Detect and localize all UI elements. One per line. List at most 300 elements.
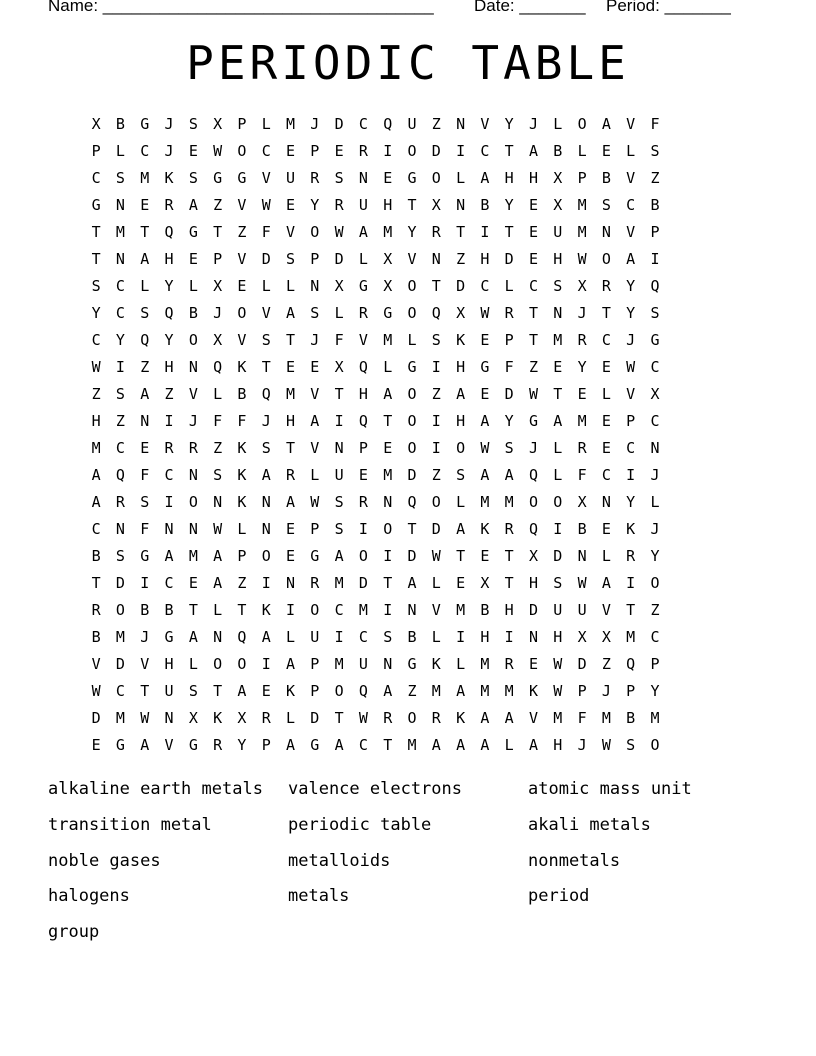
grid-letter: I xyxy=(164,412,174,430)
grid-letter: O xyxy=(383,520,393,538)
grid-row xyxy=(84,114,667,141)
grid-letter: A xyxy=(213,574,223,592)
grid-letter: O xyxy=(261,547,271,565)
grid-letter: I xyxy=(358,520,368,538)
grid-letter: Q xyxy=(164,304,174,322)
grid-letter: B xyxy=(626,709,636,727)
word-list xyxy=(48,779,768,958)
grid-letter: M xyxy=(383,466,393,484)
grid-letter: M xyxy=(407,736,417,754)
grid-letter: U xyxy=(310,628,320,646)
grid-letter: X xyxy=(553,196,563,214)
grid-letter: N xyxy=(115,250,125,268)
grid-letter: A xyxy=(456,682,466,700)
grid-letter: C xyxy=(164,466,174,484)
grid-letter: R xyxy=(164,196,174,214)
student-info-header xyxy=(48,0,748,20)
grid-letter: M xyxy=(480,655,490,673)
grid-letter: A xyxy=(601,115,611,133)
grid-letter: A xyxy=(188,628,198,646)
grid-letter: U xyxy=(334,466,344,484)
grid-letter: A xyxy=(91,493,101,511)
grid-letter: T xyxy=(504,223,514,241)
grid-letter: Y xyxy=(91,304,101,322)
grid-letter: D xyxy=(553,547,563,565)
grid-letter: O xyxy=(213,655,223,673)
grid-letter: N xyxy=(456,115,466,133)
grid-letter: R xyxy=(504,520,514,538)
grid-row xyxy=(84,249,667,276)
grid-letter: Q xyxy=(626,655,636,673)
grid-row xyxy=(84,735,667,762)
grid-letter: C xyxy=(650,628,660,646)
grid-letter: L xyxy=(504,277,514,295)
grid-letter: C xyxy=(334,601,344,619)
word-list-item: period xyxy=(528,886,590,907)
grid-letter: N xyxy=(213,493,223,511)
grid-letter: N xyxy=(601,493,611,511)
grid-letter: B xyxy=(480,601,490,619)
grid-letter: T xyxy=(188,601,198,619)
grid-letter: I xyxy=(261,574,271,592)
grid-letter: B xyxy=(407,628,417,646)
grid-row xyxy=(84,384,667,411)
grid-row xyxy=(84,465,667,492)
grid-letter: V xyxy=(237,331,247,349)
grid-letter: S xyxy=(188,169,198,187)
grid-letter: T xyxy=(407,520,417,538)
grid-letter: A xyxy=(261,466,271,484)
grid-letter: T xyxy=(626,601,636,619)
grid-letter: T xyxy=(91,223,101,241)
grid-letter: S xyxy=(650,142,660,160)
grid-letter: A xyxy=(358,223,368,241)
grid-letter: W xyxy=(91,358,101,376)
grid-letter: S xyxy=(188,682,198,700)
grid-letter: L xyxy=(456,493,466,511)
grid-letter: D xyxy=(310,709,320,727)
grid-letter: H xyxy=(504,601,514,619)
grid-letter: S xyxy=(504,439,514,457)
grid-letter: N xyxy=(164,709,174,727)
grid-letter: W xyxy=(577,574,587,592)
grid-letter: Y xyxy=(504,115,514,133)
word-list-item: akali metals xyxy=(528,814,651,835)
grid-letter: N xyxy=(115,520,125,538)
grid-letter: D xyxy=(504,385,514,403)
grid-letter: K xyxy=(237,439,247,457)
grid-letter: I xyxy=(115,358,125,376)
grid-letter: T xyxy=(456,547,466,565)
grid-letter: O xyxy=(358,547,368,565)
grid-letter: A xyxy=(213,547,223,565)
grid-letter: M xyxy=(650,709,660,727)
grid-letter: V xyxy=(626,169,636,187)
grid-letter: C xyxy=(261,142,271,160)
grid-letter: A xyxy=(140,250,150,268)
grid-row xyxy=(84,546,667,573)
grid-letter: X xyxy=(334,277,344,295)
grid-letter: T xyxy=(528,304,538,322)
word-search-grid xyxy=(84,114,667,762)
page-title: PERIODIC TABLE xyxy=(186,36,630,90)
grid-letter: E xyxy=(553,358,563,376)
grid-letter: C xyxy=(480,277,490,295)
grid-letter: I xyxy=(383,547,393,565)
grid-row xyxy=(84,627,667,654)
grid-letter: O xyxy=(407,304,417,322)
grid-letter: X xyxy=(334,358,344,376)
grid-letter: E xyxy=(528,250,538,268)
grid-letter: O xyxy=(237,142,247,160)
grid-letter: P xyxy=(626,412,636,430)
grid-letter: T xyxy=(286,331,296,349)
grid-letter: X xyxy=(480,574,490,592)
grid-letter: Y xyxy=(650,682,660,700)
grid-letter: C xyxy=(528,277,538,295)
grid-letter: T xyxy=(456,223,466,241)
grid-letter: A xyxy=(140,736,150,754)
grid-letter: C xyxy=(358,736,368,754)
grid-letter: V xyxy=(528,709,538,727)
grid-letter: L xyxy=(601,385,611,403)
grid-letter: M xyxy=(188,547,198,565)
grid-letter: Q xyxy=(358,358,368,376)
grid-letter: H xyxy=(358,385,368,403)
grid-letter: R xyxy=(334,196,344,214)
grid-letter: S xyxy=(286,250,296,268)
grid-letter: L xyxy=(261,115,271,133)
grid-letter: Q xyxy=(528,520,538,538)
grid-letter: E xyxy=(286,358,296,376)
grid-letter: E xyxy=(140,196,150,214)
grid-letter: B xyxy=(650,196,660,214)
grid-letter: I xyxy=(334,412,344,430)
grid-letter: Y xyxy=(115,331,125,349)
grid-letter: W xyxy=(91,682,101,700)
grid-letter: U xyxy=(407,115,417,133)
grid-letter: J xyxy=(310,115,320,133)
grid-letter: E xyxy=(140,439,150,457)
grid-letter: G xyxy=(480,358,490,376)
grid-letter: B xyxy=(91,547,101,565)
grid-letter: O xyxy=(237,304,247,322)
grid-letter: G xyxy=(115,736,125,754)
word-list-item: atomic mass unit xyxy=(528,779,692,799)
grid-letter: B xyxy=(601,169,611,187)
grid-letter: E xyxy=(188,142,198,160)
grid-letter: X xyxy=(528,547,538,565)
grid-letter: C xyxy=(358,628,368,646)
grid-letter: K xyxy=(237,493,247,511)
grid-letter: I xyxy=(456,628,466,646)
grid-letter: N xyxy=(383,655,393,673)
grid-letter: D xyxy=(431,520,441,538)
grid-letter: E xyxy=(91,736,101,754)
grid-row xyxy=(84,168,667,195)
grid-letter: G xyxy=(237,169,247,187)
grid-letter: G xyxy=(310,547,320,565)
grid-letter: U xyxy=(358,655,368,673)
grid-letter: B xyxy=(237,385,247,403)
grid-letter: R xyxy=(358,304,368,322)
grid-letter: Z xyxy=(431,115,441,133)
grid-letter: S xyxy=(115,385,125,403)
grid-letter: S xyxy=(188,115,198,133)
grid-letter: T xyxy=(334,385,344,403)
grid-letter: E xyxy=(601,520,611,538)
grid-letter: L xyxy=(407,331,417,349)
grid-letter: X xyxy=(553,169,563,187)
grid-letter: V xyxy=(431,601,441,619)
grid-letter: E xyxy=(577,385,587,403)
grid-letter: L xyxy=(553,115,563,133)
grid-letter: C xyxy=(601,331,611,349)
grid-letter: M xyxy=(334,655,344,673)
grid-row xyxy=(84,222,667,249)
grid-letter: W xyxy=(528,385,538,403)
grid-letter: R xyxy=(261,709,271,727)
grid-letter: Q xyxy=(140,331,150,349)
grid-letter: D xyxy=(504,250,514,268)
grid-letter: K xyxy=(431,655,441,673)
grid-letter: I xyxy=(383,142,393,160)
grid-letter: I xyxy=(626,466,636,484)
grid-letter: M xyxy=(115,628,125,646)
grid-letter: Y xyxy=(577,358,587,376)
grid-letter: M xyxy=(456,601,466,619)
grid-letter: Z xyxy=(140,358,150,376)
grid-letter: A xyxy=(528,142,538,160)
grid-letter: R xyxy=(164,439,174,457)
grid-letter: T xyxy=(383,412,393,430)
grid-letter: N xyxy=(286,574,296,592)
grid-letter: W xyxy=(261,196,271,214)
grid-letter: L xyxy=(456,169,466,187)
grid-letter: L xyxy=(213,385,223,403)
grid-letter: T xyxy=(601,304,611,322)
grid-letter: K xyxy=(286,682,296,700)
grid-letter: W xyxy=(213,520,223,538)
grid-letter: P xyxy=(626,682,636,700)
grid-letter: P xyxy=(358,439,368,457)
grid-letter: P xyxy=(650,655,660,673)
grid-letter: G xyxy=(188,736,198,754)
grid-letter: V xyxy=(140,655,150,673)
grid-row xyxy=(84,330,667,357)
grid-letter: G xyxy=(407,169,417,187)
grid-letter: X xyxy=(577,493,587,511)
grid-letter: C xyxy=(91,331,101,349)
grid-letter: L xyxy=(261,277,271,295)
grid-letter: P xyxy=(310,655,320,673)
grid-letter: J xyxy=(528,115,538,133)
grid-letter: O xyxy=(334,682,344,700)
grid-letter: O xyxy=(407,709,417,727)
grid-letter: I xyxy=(140,574,150,592)
grid-letter: H xyxy=(553,628,563,646)
word-list-item: valence electrons xyxy=(288,779,462,799)
grid-letter: N xyxy=(188,466,198,484)
grid-letter: E xyxy=(528,655,538,673)
grid-letter: Z xyxy=(91,385,101,403)
grid-letter: Q xyxy=(528,466,538,484)
grid-letter: F xyxy=(334,331,344,349)
grid-letter: W xyxy=(626,358,636,376)
grid-letter: B xyxy=(91,628,101,646)
grid-letter: Y xyxy=(164,331,174,349)
name-field: Name: ___________________________________ xyxy=(48,0,434,15)
grid-letter: E xyxy=(383,169,393,187)
grid-letter: O xyxy=(456,439,466,457)
grid-letter: H xyxy=(164,250,174,268)
grid-letter: I xyxy=(650,250,660,268)
grid-letter: T xyxy=(504,574,514,592)
grid-letter: W xyxy=(480,304,490,322)
grid-letter: R xyxy=(431,223,441,241)
grid-letter: T xyxy=(140,682,150,700)
grid-letter: A xyxy=(431,736,441,754)
word-list-item: periodic table xyxy=(288,814,432,835)
grid-letter: S xyxy=(650,304,660,322)
grid-letter: M xyxy=(115,709,125,727)
grid-letter: Z xyxy=(456,250,466,268)
grid-letter: J xyxy=(577,304,587,322)
grid-letter: T xyxy=(504,142,514,160)
grid-letter: G xyxy=(407,655,417,673)
grid-letter: L xyxy=(115,142,125,160)
grid-letter: S xyxy=(601,196,611,214)
grid-letter: E xyxy=(188,250,198,268)
grid-letter: A xyxy=(286,655,296,673)
grid-letter: S xyxy=(140,304,150,322)
grid-letter: A xyxy=(310,412,320,430)
grid-letter: U xyxy=(286,169,296,187)
grid-letter: Q xyxy=(115,466,125,484)
grid-letter: H xyxy=(91,412,101,430)
grid-letter: V xyxy=(237,250,247,268)
grid-letter: T xyxy=(528,331,538,349)
grid-row xyxy=(84,708,667,735)
grid-letter: C xyxy=(358,115,368,133)
grid-letter: O xyxy=(188,331,198,349)
grid-letter: Y xyxy=(626,304,636,322)
grid-letter: L xyxy=(577,142,587,160)
grid-letter: R xyxy=(577,331,587,349)
grid-letter: S xyxy=(334,169,344,187)
grid-letter: I xyxy=(431,412,441,430)
grid-letter: P xyxy=(237,115,247,133)
grid-letter: Z xyxy=(528,358,538,376)
grid-letter: X xyxy=(577,277,587,295)
grid-row xyxy=(84,195,667,222)
grid-letter: Y xyxy=(626,277,636,295)
grid-letter: H xyxy=(553,736,563,754)
grid-letter: C xyxy=(650,412,660,430)
grid-letter: E xyxy=(601,358,611,376)
grid-letter: L xyxy=(334,304,344,322)
grid-letter: N xyxy=(601,223,611,241)
grid-letter: S xyxy=(553,277,563,295)
grid-letter: Q xyxy=(407,493,417,511)
grid-letter: L xyxy=(553,466,563,484)
grid-letter: L xyxy=(431,628,441,646)
grid-letter: N xyxy=(261,520,271,538)
word-list-item: metals xyxy=(288,886,350,907)
grid-letter: N xyxy=(407,601,417,619)
grid-letter: E xyxy=(310,358,320,376)
grid-letter: R xyxy=(358,493,368,511)
grid-letter: G xyxy=(140,547,150,565)
word-list-item: noble gases xyxy=(48,850,161,871)
grid-letter: S xyxy=(553,574,563,592)
grid-letter: C xyxy=(91,169,101,187)
grid-letter: H xyxy=(164,358,174,376)
grid-letter: I xyxy=(164,493,174,511)
grid-letter: L xyxy=(626,142,636,160)
grid-letter: Z xyxy=(601,655,611,673)
grid-letter: M xyxy=(504,493,514,511)
grid-letter: Q xyxy=(261,385,271,403)
grid-letter: H xyxy=(528,574,538,592)
grid-letter: B xyxy=(115,115,125,133)
grid-letter: N xyxy=(261,493,271,511)
grid-letter: M xyxy=(334,574,344,592)
grid-letter: A xyxy=(286,493,296,511)
grid-letter: Z xyxy=(431,466,441,484)
grid-letter: A xyxy=(480,466,490,484)
grid-letter: G xyxy=(91,196,101,214)
grid-letter: M xyxy=(431,682,441,700)
grid-letter: R xyxy=(504,304,514,322)
grid-letter: F xyxy=(577,466,587,484)
grid-letter: I xyxy=(626,574,636,592)
grid-letter: R xyxy=(188,439,198,457)
grid-letter: O xyxy=(601,250,611,268)
grid-letter: W xyxy=(431,547,441,565)
grid-letter: X xyxy=(431,196,441,214)
grid-letter: E xyxy=(286,520,296,538)
grid-letter: E xyxy=(480,331,490,349)
grid-letter: R xyxy=(626,547,636,565)
grid-letter: P xyxy=(650,223,660,241)
grid-letter: V xyxy=(626,385,636,403)
grid-letter: O xyxy=(528,493,538,511)
grid-letter: R xyxy=(577,439,587,457)
grid-letter: G xyxy=(650,331,660,349)
grid-letter: C xyxy=(601,466,611,484)
grid-letter: D xyxy=(334,115,344,133)
period-field: Period: _______ xyxy=(606,0,731,15)
grid-letter: N xyxy=(188,358,198,376)
grid-letter: D xyxy=(528,601,538,619)
grid-letter: U xyxy=(164,682,174,700)
grid-letter: D xyxy=(407,466,417,484)
grid-letter: Y xyxy=(626,493,636,511)
grid-letter: L xyxy=(188,655,198,673)
grid-letter: N xyxy=(164,520,174,538)
grid-letter: X xyxy=(456,304,466,322)
grid-letter: A xyxy=(553,412,563,430)
grid-letter: Y xyxy=(504,196,514,214)
grid-letter: M xyxy=(601,709,611,727)
grid-letter: A xyxy=(261,628,271,646)
grid-letter: A xyxy=(286,736,296,754)
grid-letter: F xyxy=(504,358,514,376)
grid-row xyxy=(84,600,667,627)
grid-letter: O xyxy=(237,655,247,673)
grid-letter: E xyxy=(456,574,466,592)
